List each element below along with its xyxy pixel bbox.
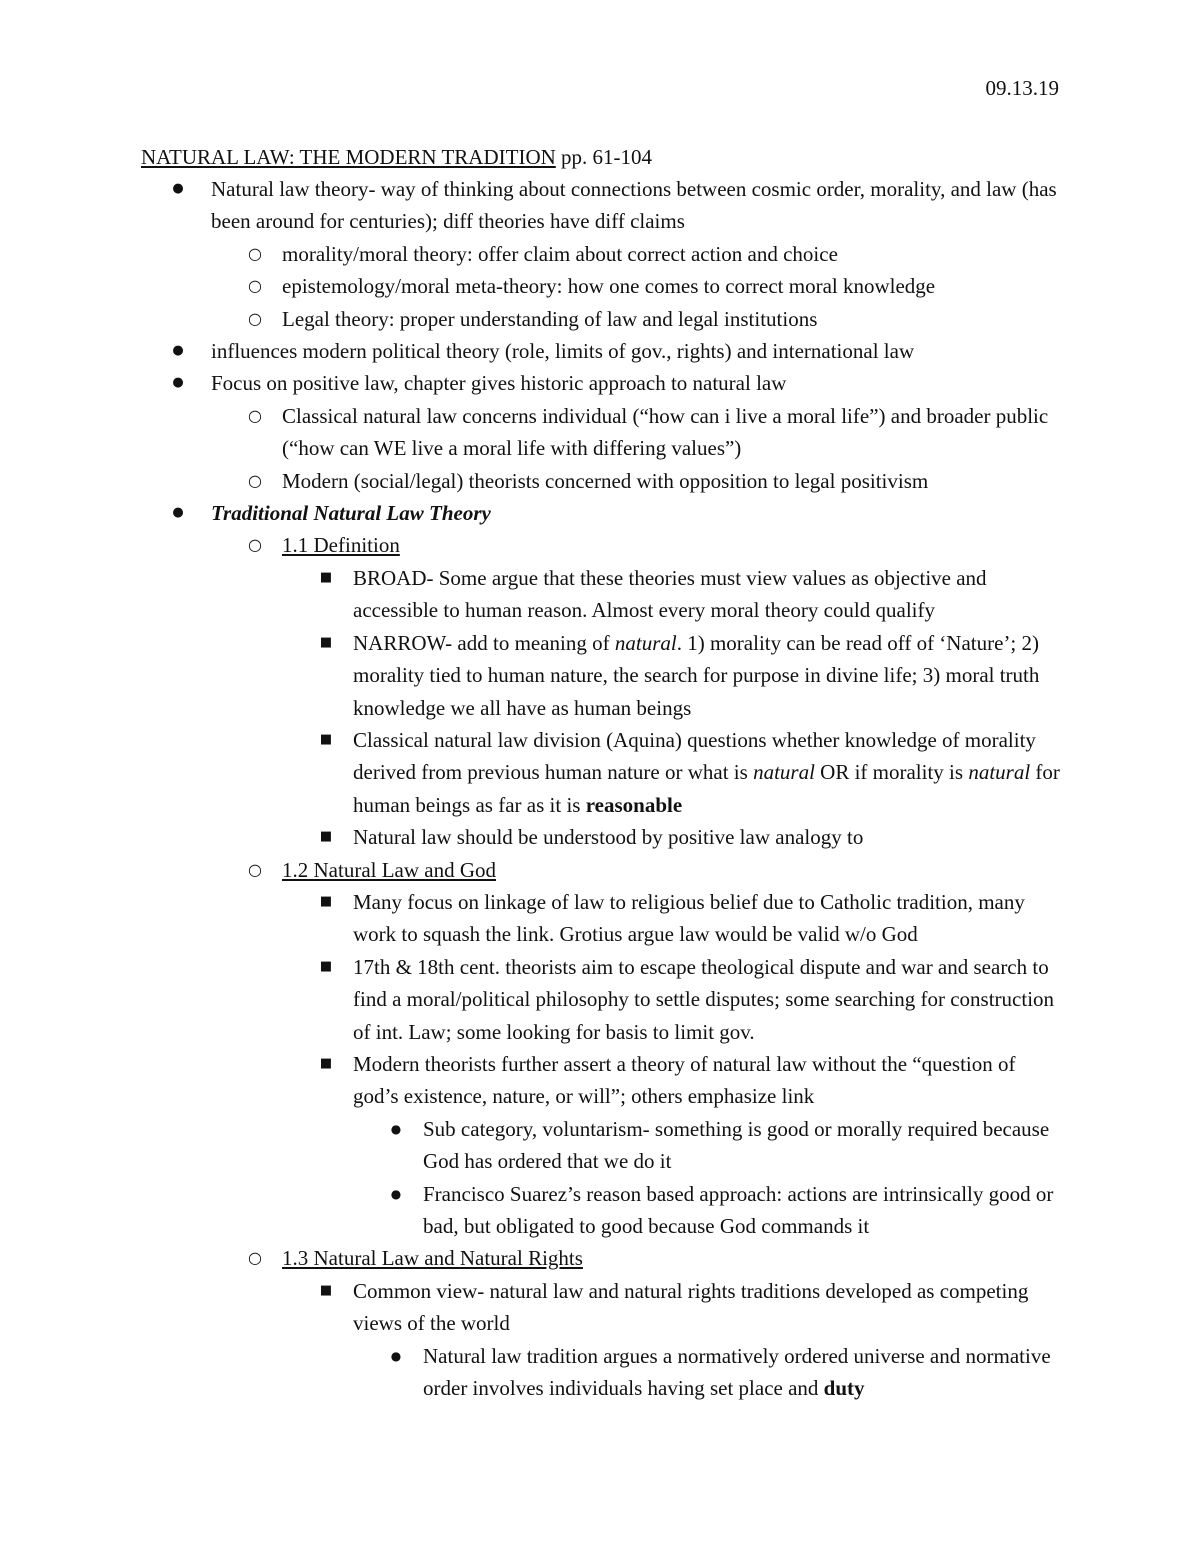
bullet-marker: ○ — [248, 243, 262, 263]
notes-outline — [0, 173, 1200, 1404]
bullet-marker: ○ — [248, 535, 262, 555]
list-item — [390, 1113, 1063, 1178]
bullet-marker: ○ — [248, 470, 262, 490]
bullet-marker: ■ — [319, 1282, 333, 1298]
bullet-marker: ● — [390, 1186, 402, 1201]
bullet-marker: ○ — [248, 1248, 262, 1268]
list-item — [390, 1340, 1063, 1405]
list-item — [319, 886, 1061, 951]
title-underlined-text: NATURAL LAW: THE MODERN TRADITION — [141, 145, 556, 169]
bullet-marker: ■ — [319, 829, 333, 845]
bullet-marker: ■ — [319, 958, 333, 974]
list-item-text: Modern theorists further assert a theory of natural law without the “question of god’s existence, nature, or will”; others emphasize link — [353, 1051, 1016, 1109]
list-item-text: natural — [968, 760, 1031, 785]
bullet-marker: ■ — [319, 893, 333, 909]
bullet-marker: ○ — [248, 308, 262, 328]
list-item-text: Modern (social/legal) theorists concerned with opposition to legal positivism — [282, 468, 929, 493]
list-item — [319, 562, 1061, 627]
list-item-text: Classical natural law division (Aquina) questions whether knowledge of morality derived from previous human nature or what is — [353, 727, 1036, 785]
list-item-text: 17th & 18th cent. theorists aim to escape theological dispute and war and search to find a moral/political philosophy to settle disputes; some searching for construction of int. Law; some looking for basis to limit gov. — [353, 954, 1055, 1044]
list-item-text: Natural law tradition argues a normatively ordered universe and normative order involves individuals having set place and — [423, 1343, 1051, 1401]
list-item-text: for human beings as far as it is — [353, 760, 1060, 817]
list-item-text: morality/moral theory: offer claim about correct action and choice — [282, 241, 838, 266]
list-item — [248, 1242, 1062, 1274]
bullet-marker: ● — [390, 1348, 402, 1363]
bullet-marker: ● — [172, 505, 184, 521]
list-item-text: epistemology/moral meta-theory: how one comes to correct moral knowledge — [282, 274, 936, 299]
list-item — [319, 1048, 1061, 1113]
bullet-marker: ■ — [319, 569, 333, 585]
list-item — [319, 821, 1061, 853]
list-item — [248, 303, 1062, 335]
bullet-marker: ○ — [248, 859, 262, 879]
bullet-marker: ● — [172, 375, 184, 391]
list-item-text: reasonable — [585, 792, 683, 817]
document-title — [141, 141, 652, 173]
list-item-text: influences modern political theory (role, limits of gov., rights) and international law — [211, 339, 915, 364]
list-item-text: BROAD- Some argue that these theories must view values as objective and accessible to human reason. Almost every moral theory could qualify — [353, 565, 987, 623]
title-page-range: pp. 61-104 — [555, 145, 653, 169]
bullet-marker: ○ — [248, 405, 262, 425]
bullet-marker: ● — [172, 343, 184, 359]
list-item — [319, 627, 1061, 724]
list-item-text: Legal theory: proper understanding of law and legal institutions — [282, 306, 818, 331]
list-item — [248, 854, 1062, 886]
list-item — [248, 529, 1062, 561]
list-item-text: natural — [614, 630, 677, 655]
list-item-text: Traditional Natural Law Theory — [211, 501, 491, 526]
bullet-marker: ■ — [319, 731, 333, 747]
list-item — [390, 1178, 1063, 1243]
list-item-text: Focus on positive law, chapter gives historic approach to natural law — [211, 371, 787, 396]
list-item — [248, 465, 1062, 497]
list-item — [319, 724, 1061, 821]
list-item-text: Many focus on linkage of law to religious belief due to Catholic tradition, many work to squash the link. Grotius argue law would be valid w/o God — [353, 889, 1025, 947]
bullet-marker: ○ — [248, 276, 262, 296]
list-item — [319, 951, 1061, 1048]
list-item — [172, 173, 1061, 238]
list-item — [172, 367, 1061, 399]
list-item-text: Natural law should be understood by positive law analogy to — [353, 825, 864, 850]
list-item — [172, 335, 1061, 367]
list-item-text: Natural law theory- way of thinking about connections between cosmic order, morality, and law (has been around for centuries); diff theories have diff claims — [211, 177, 1057, 234]
list-item — [248, 270, 1062, 302]
list-item-text: 1.3 Natural Law and Natural Rights — [282, 1246, 583, 1271]
list-item-text: Classical natural law concerns individual (“how can i live a moral life”) and broader public (“how can WE live a moral life with differing values”) — [282, 403, 1049, 461]
list-item-text: NARROW- add to meaning of — [353, 630, 615, 655]
document-date: 09.13.19 — [985, 76, 1059, 100]
bullet-marker: ● — [390, 1121, 402, 1136]
list-item — [248, 238, 1062, 270]
list-item-text: 1.2 Natural Law and God — [282, 857, 497, 882]
list-item-text: OR if morality is — [814, 760, 969, 785]
list-item-text: natural — [753, 760, 815, 785]
list-item — [248, 400, 1062, 465]
list-item-text: duty — [823, 1376, 865, 1401]
bullet-marker: ■ — [319, 634, 333, 650]
list-item — [172, 497, 1061, 529]
list-item-text: Common view- natural law and natural rights traditions developed as competing views of the world — [353, 1278, 1029, 1336]
bullet-marker: ● — [172, 181, 184, 196]
list-item — [319, 1275, 1061, 1340]
list-item-text: . 1) morality can be read off of ‘Nature’; 2) morality tied to human nature, the search for purpose in divine life; 3) moral truth knowledge we all have as human beings — [353, 630, 1040, 720]
list-item-text: 1.1 Definition — [282, 533, 400, 558]
list-item-text: Francisco Suarez’s reason based approach: actions are intrinsically good or bad, but obligated to good because God commands it — [423, 1181, 1054, 1238]
bullet-marker: ■ — [319, 1055, 333, 1071]
list-item-text: Sub category, voluntarism- something is good or morally required because God has ordered that we do it — [423, 1116, 1050, 1174]
